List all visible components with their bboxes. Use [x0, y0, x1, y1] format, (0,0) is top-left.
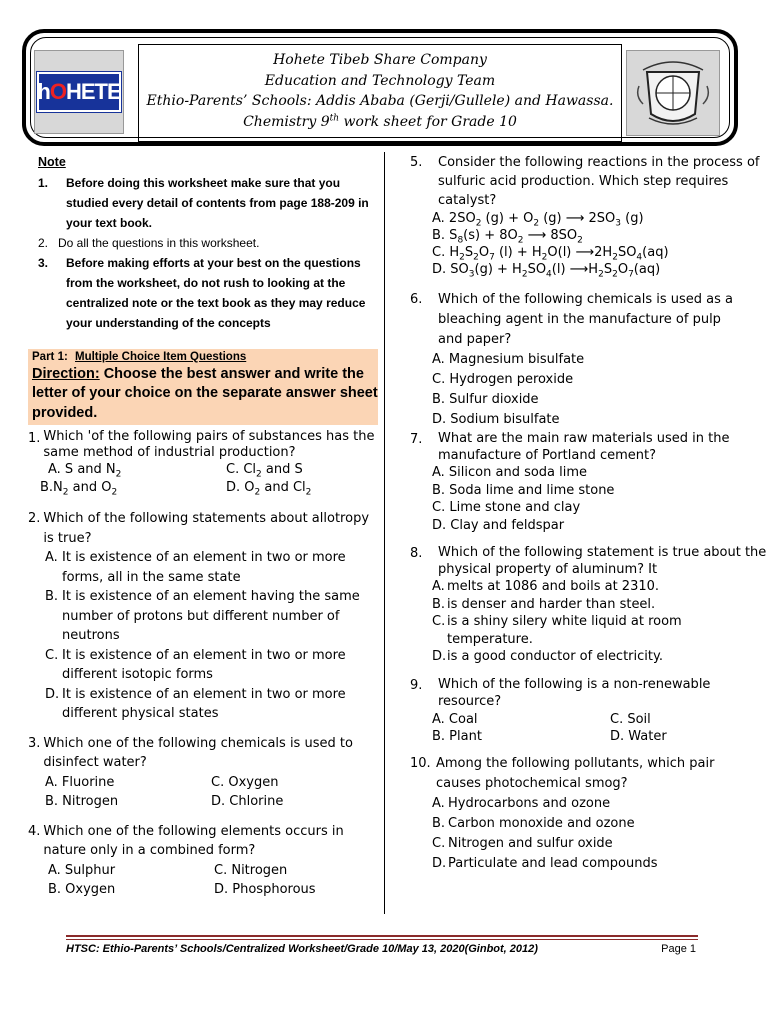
option-letter: C.	[45, 647, 59, 663]
question-text: What are the main raw materials used in the manufacture of Portland cement?	[438, 431, 730, 463]
option-d	[45, 685, 380, 724]
option-text: It is existence of an element having the same number of protons but different number of neutrons	[62, 589, 360, 643]
option-d: D. $SO_3(g) + H_2SO_4(l)$ $⟶H_2S_2O_7(aq)$	[432, 262, 661, 280]
option-c: C. Soil	[610, 711, 651, 727]
question-text: Which 'of the following pairs of substances has the same method of industrial production?	[43, 429, 375, 460]
option-letter: C.	[432, 614, 446, 629]
option-d: D. Water	[610, 729, 667, 744]
option-b	[45, 587, 380, 646]
option-c: C. $H_2S_2O_7$ $(l) + H_2O(l)$ $⟶2H_2SO_4(aq)$	[432, 245, 669, 263]
option-c	[432, 613, 768, 648]
option-a: A. $2SO_2$ $(g) + O_2$ (g) ⟶ $2SO_3$ (g)	[432, 211, 644, 229]
option-d	[432, 854, 768, 874]
option-letter: C.	[432, 835, 446, 851]
option-c: C. Hydrogen peroxide	[432, 372, 574, 387]
option-b: B. $S_8(s) + 8O_2$ ⟶ $8SO_2$	[432, 228, 583, 246]
question-3	[28, 734, 380, 812]
footer-rule-thick	[66, 935, 698, 937]
option-d: D. Phosphorous	[214, 882, 316, 897]
option-text: Hydrocarbons and ozone	[448, 795, 611, 811]
hohete-logo-badge	[37, 72, 121, 112]
question-8	[404, 544, 768, 666]
option-a: A. Fluorine	[45, 774, 115, 790]
question-text: Consider the following reactions in the process of sulfuric acid production. Which step requires catalyst?	[438, 155, 760, 208]
option-b: B. Plant	[432, 729, 482, 744]
note-item	[28, 173, 380, 233]
question-4-options	[28, 861, 380, 900]
footer-rule-thin	[66, 939, 698, 940]
option-letter: A.	[432, 579, 445, 594]
option-text: It is existence of an element in two or more forms, all in the same state	[62, 550, 346, 585]
note-item-text: Before doing this worksheet make sure that you studied every detail of contents from page 188-209 in your text book.	[66, 175, 369, 230]
question-text: Which of the following is a non-renewable resource?	[438, 676, 711, 709]
option-text: is a shiny silery white liquid at room temperature.	[447, 614, 682, 647]
question-text: Which of the following statements about allotropy is true?	[43, 511, 370, 546]
part1-label: Part 1:	[32, 350, 68, 363]
option-d	[432, 648, 768, 666]
question-number: 5.	[410, 155, 423, 170]
option-d: D. Chlorine	[211, 794, 284, 809]
question-number: 1.	[28, 431, 41, 446]
option-b	[432, 596, 768, 614]
part1-heading: Multiple Choice Item Questions	[75, 350, 247, 363]
logo-letter-h: h	[37, 79, 50, 104]
option-b: B. Oxygen	[48, 882, 116, 897]
question-7	[404, 430, 768, 534]
question-10	[404, 754, 768, 874]
question-4	[28, 822, 380, 900]
direction-text	[32, 365, 378, 424]
note-item	[28, 253, 380, 333]
question-1-options	[28, 461, 380, 497]
option-b: B. Nitrogen	[45, 794, 119, 809]
question-6	[404, 290, 768, 430]
direction-label: Direction:	[32, 365, 100, 382]
question-2-options	[28, 548, 380, 724]
note-item-number: 3.	[38, 255, 49, 270]
hohete-logo	[34, 50, 124, 134]
question-1-stem	[28, 429, 380, 461]
option-a: A. Sulphur	[48, 862, 116, 878]
question-5-options	[404, 210, 768, 278]
question-text: Which of the following statement is true about the physical property of aluminum? It	[438, 545, 767, 577]
question-9-stem	[404, 676, 768, 711]
option-a	[432, 578, 768, 596]
option-d: D. Clay and feldspar	[432, 517, 565, 533]
question-10-options	[404, 794, 768, 874]
option-letter: B.	[432, 815, 446, 831]
question-7-stem	[404, 430, 768, 464]
question-text: Which one of the following elements occurs in nature only in a combined form?	[43, 823, 344, 858]
question-9	[404, 676, 768, 746]
left-column	[28, 153, 380, 900]
header-company: Hohete Tibeb Share Company	[273, 52, 487, 68]
question-8-options	[404, 578, 768, 666]
option-letter: D.	[432, 855, 447, 871]
part1-direction-box	[28, 349, 378, 426]
worksheet-title-b: work sheet for Grade 10	[339, 113, 517, 130]
question-number: 6.	[410, 292, 423, 307]
question-6-stem	[404, 290, 768, 350]
option-text: Carbon monoxide and ozone	[448, 815, 635, 831]
question-number: 7.	[410, 432, 423, 447]
option-text: is denser and harder than steel.	[447, 596, 656, 612]
question-number: 2.	[28, 511, 41, 526]
direction-body: Choose the best answer and write the letter of your choice on the separate answer sheet provided.	[32, 365, 378, 421]
school-seal-icon	[633, 56, 713, 130]
note-item-text: Do all the questions in this worksheet.	[58, 235, 260, 250]
part1-title	[32, 349, 378, 365]
note-title: Note	[38, 155, 66, 169]
logo-letter-o: O	[49, 79, 66, 104]
option-a: A. Magnesium bisulfate	[432, 352, 585, 367]
question-4-stem	[28, 822, 380, 861]
column-divider	[384, 152, 385, 914]
option-a: A. S and $N_2$	[48, 462, 122, 480]
option-text: melts at 1086 and boils at 2310.	[447, 579, 660, 594]
question-text: Which one of the following chemicals is used to disinfect water?	[43, 735, 353, 770]
option-b: $B.N_2$ and $O_2$	[40, 480, 118, 498]
option-a: A. Coal	[432, 711, 478, 727]
question-text: Which of the following chemicals is used as a bleaching agent in the manufacture of pulp and paper?	[438, 292, 733, 347]
option-a	[45, 548, 380, 587]
question-6-options	[404, 350, 768, 430]
option-letter: A.	[45, 550, 58, 565]
question-8-stem	[404, 544, 768, 578]
option-a: A. Silicon and soda lime	[432, 465, 588, 480]
option-b: B. Soda lime and lime stone	[432, 482, 615, 498]
option-letter: B.	[45, 589, 59, 604]
question-5-stem	[404, 153, 768, 210]
header-worksheet-title	[139, 112, 621, 133]
worksheet-title-sup: th	[329, 112, 340, 123]
question-7-options	[404, 464, 768, 534]
note-item-text: Before making efforts at your best on the questions from the worksheet, do not rush to looking at the centralized note or the text book as they may reduce your understanding of the concepts	[66, 255, 366, 330]
logo-letters-hete: HETE	[65, 79, 121, 104]
header-team: Education and Technology Team	[264, 72, 496, 89]
footer-text: HTSC: Ethio-Parents’ Schools/Centralized Worksheet/Grade 10/May 13, 2020(Ginbot, 2012)	[66, 943, 538, 955]
option-c: C. Lime stone and clay	[432, 500, 581, 515]
option-b	[432, 814, 768, 834]
option-a	[432, 794, 768, 814]
question-number: 4.	[28, 823, 41, 839]
option-c: C. Oxygen	[211, 774, 279, 790]
note-item-number: 2.	[38, 235, 49, 250]
question-2-stem	[28, 509, 380, 548]
option-letter: D.	[45, 686, 60, 702]
header-title-block	[138, 44, 622, 142]
ethio-parents-school-logo	[626, 50, 720, 136]
option-text: Particulate and lead compounds	[448, 855, 658, 871]
question-3-stem	[28, 734, 380, 773]
option-c: C. Nitrogen	[214, 862, 288, 878]
worksheet-title-a: Chemistry 9	[243, 113, 330, 130]
question-2	[28, 509, 380, 724]
option-letter: D.	[432, 649, 447, 664]
question-9-options	[404, 711, 768, 746]
option-d: D. Sodium bisulfate	[432, 412, 560, 427]
question-5	[404, 153, 768, 278]
question-number: 8.	[410, 546, 423, 561]
page-number: Page 1	[661, 943, 696, 955]
option-c	[45, 646, 380, 685]
option-d: D. $O_2$ and $Cl_2$	[226, 480, 312, 498]
question-number: 9.	[410, 677, 423, 693]
footer	[66, 943, 698, 955]
note-item	[28, 233, 380, 253]
option-text: Nitrogen and sulfur oxide	[448, 835, 613, 851]
option-text: It is existence of an element in two or more different isotopic forms	[62, 647, 346, 682]
option-c	[432, 834, 768, 854]
question-10-stem	[404, 754, 768, 794]
note-list	[28, 173, 380, 333]
option-letter: A.	[432, 795, 445, 811]
option-letter: B.	[432, 596, 446, 612]
question-3-options	[28, 773, 380, 812]
header-schools: Ethio-Parents’ Schools: Addis Ababa (Gerji/Gullele) and Hawassa.	[146, 93, 614, 109]
option-text: It is existence of an element in two or more different physical states	[62, 686, 346, 721]
question-number: 3.	[28, 735, 41, 751]
question-number: 10.	[410, 755, 431, 771]
option-c: C. $Cl_2$ and S	[226, 462, 303, 480]
option-text: is a good conductor of electricity.	[447, 649, 663, 664]
option-b: B. Sulfur dioxide	[432, 392, 539, 407]
question-text: Among the following pollutants, which pair causes photochemical smog?	[436, 755, 715, 791]
right-column	[404, 153, 768, 874]
note-item-number: 1.	[38, 175, 49, 190]
question-1	[28, 429, 380, 497]
